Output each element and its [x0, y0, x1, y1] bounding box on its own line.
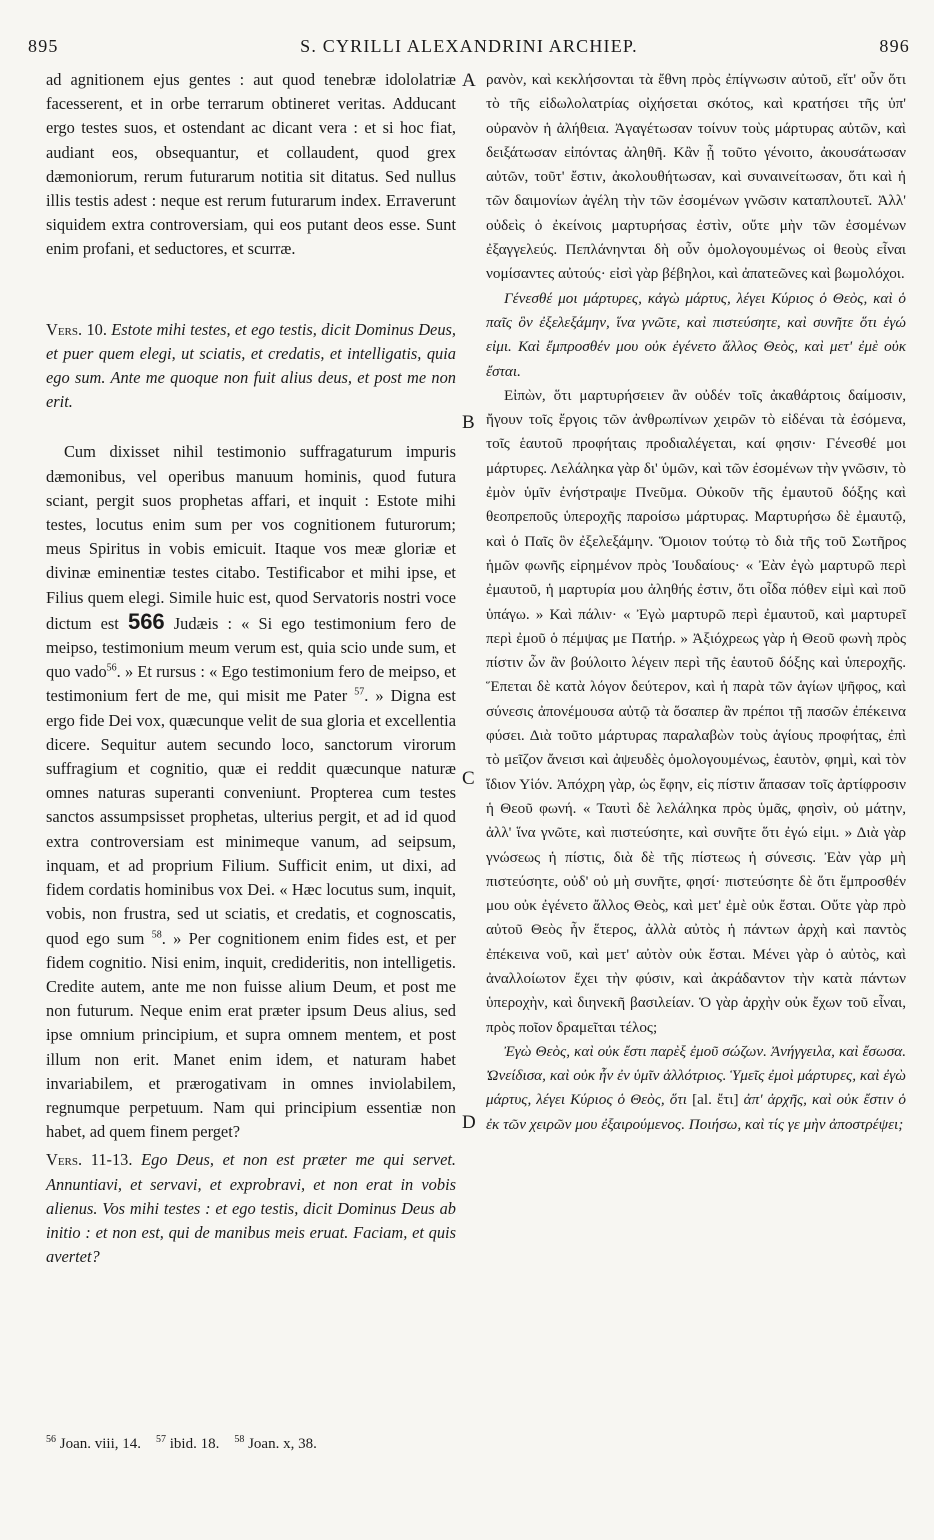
verse-text: Estote mihi testes, et ego testis, dicit Dominus Deus, et puer quem elegi, ut sciatis, et credatis, et intelligatis, quia ego sum. Ante me quoque non fuit alius deus, et post me non erit.: [46, 319, 456, 412]
verse-text: Ego Deus, et non est præter me qui servet. Annuntiavi, et servavi, et exprobravi, et non erat in vobis alienus. Vos mihi testes : et ego testis, dicit Dominus Deus ab initio : et non est, qui de manibus meis eruat. Faciam, et quis avertet?: [46, 1150, 457, 1267]
running-title: S. CYRILLI ALEXANDRINI ARCHIEP.: [300, 36, 638, 56]
margin-marker-d: D: [462, 1112, 476, 1133]
greek-paragraph-1: ρανὸν, καὶ κεκλήσονται τὰ ἔθνη πρὸς ἐπίγνωσιν αὐτοῦ, εἴτ' οὖν ὅτι τὸ τῆς εἰδωλολατρίας οἰχήσεται σκότος, καὶ κρατήσει τῆς ὑπ' οὐρανὸν ἡ ἀλήθεια. Ἀγαγέτωσαν τοίνυν τοὺς μάρτυρας αὐτῶν, καὶ δειξάτωσαν εἰπόντας ἀληθῆ. Κἂν ᾖ τοῦτο γένοιτο, ἀκουσάτωσαν αὐτῶν, τοῦτ' ἔστιν, ἀκολουθήτωσαν, καὶ συναινείτωσαν, ὅτι καὶ ἡ τῶν δαιμονίων ἀγέλη τὴν τῶν ἐσομένων γνῶσιν καταπλουτεῖ. Ἀλλ' οὐδεὶς ὁ ἐκείνοις μαρτυρήσας ἐστὶν, οὔτε μὴν τῶν ἐσομένων ἐξαγγελεύς. Πεπλάνηνται δὴ οὖν ὁμολογουμένως οἱ θεοὺς εἶναι νομίσαντες αὐτούς· εἰσὶ γὰρ βέβηλοι, καὶ ἀπατεῶνες καὶ βωμολόχοι.: [486, 71, 906, 283]
page-number-right: 896: [879, 36, 910, 56]
greek-commentary: Εἰπὼν, ὅτι μαρτυρήσειεν ἂν οὐδέν τοῖς ἀκαθάρτοις δαίμοσιν, ἤγουν τοῖς ἔργοις τῶν ἀνθρωπίνων χειρῶν τὸ εἰδέναι τὰ ἐσόμενα, τοῖς ἑαυτοῦ προφήταις προδιαλέγεται, καί φησιν· Γένεσθέ μοι μάρτυρες. Λελάληκα γὰρ δι' ὑμῶν, καὶ τῶν ἐσομένων τὴν γνῶσιν, τὸ ἐμὸν ὑμῖν ἐνήστραψε Πνεῦμα. Οὐκοῦν τῆς ἐμαυτοῦ δόξης καὶ θεοπρεποῦς ὑπεροχῆς παροίσω μάρτυρας. Μαρτυρήσω δὲ ἐμαυτῷ, καὶ ὁ Παῖς ὃν ἐξελεξάμην. Ὅμοιον τούτῳ τὸ διὰ τῆς τοῦ Σωτῆρος ἡμῶν φωνῆς εἰρημένον πρὸς Ἰουδαίους· « Ἐὰν ἐγὼ μαρτυρῶ περὶ ἐμαυτοῦ, ἡ μαρτυρία μου ἀληθής ἐστιν, ὅτι οἶδα πόθεν εἰμὶ καὶ ποῦ ὑπάγω. » Καὶ πάλιν· « Ἐγὼ μαρτυρῶ περὶ ἐμαυτοῦ, καὶ μαρτυρεῖ περὶ ἐμοῦ ὁ πέμψας με Πατήρ. » Ἀξιόχρεως γὰρ ἡ Θεοῦ φωνὴ πρὸς πίστιν ὧν ἂν βούλοιτο λέγειν περὶ τῆς ἑαυτοῦ δόξης καὶ ὑπεροχῆς. Ἕπεται δὲ κατὰ λόγον δεύτερον, καὶ ἡ παρὰ τῶν ἁγίων ψῆφος, καὶ σύνεσις ἀπονέμουσα αὐτῷ τὰ ὅσαπερ ἂν πρέποι τῇ πασῶν ἐπέκεινα φύσει. Διὰ τοῦτο μάρτυρας παραλαβὼν τοὺς ἁγίους προφήτας, ἐπὶ τὸ μεῖζον ἄνεισι καὶ ἀψευδὲς ὁμολογουμένως, ἑαυτὸν, φημὶ, καὶ τὸν ἴδιον Υἱόν. Ἀπόχρη γὰρ, ὡς ἔφην, εἰς πίστιν ἅπασαν τοῖς ἀρτίφροσιν ἡ Θεοῦ φωνή. « Ταυτὶ δὲ λελάληκα πρὸς ὑμᾶς, φησὶν, οὐ μάτην, ἀλλ' ἵνα γνῶτε, καὶ πιστεύσητε, καὶ συνῆτε ὅτι ἐγώ εἰμι. » Διὰ γὰρ γνώσεως ἡ πίστις, διὰ δὲ τῆς πίστεως ἡ σύνεσις. Ἐὰν γὰρ μὴ πιστεύσητε, οὐδ' οὐ μὴ συνῆτε, φησί· πιστεύσητε δὲ ὅτι ἔμπροσθέν μου οὐκ ἐγένετο ἄλλος Θεὸς, καὶ μετ' ἐμὲ οὐκ ἔσται. Οὔτε γὰρ πρὸ αὐτοῦ Θεὸς ἦν ἕτερος, ἀλλὰ αὐτὸς ἡ πάντων ἀρχὴ καὶ παντὸς ἐπέκεινα νοῦ, καὶ μετ' αὐτὸν οὐκ ἔσται. Μένει γὰρ ὁ αὐτὸς, καὶ ἀναλλοίωτον ἔχει τὴν φύσιν, καὶ ἀκράδαντον τὴν κατὰ πάντων ὑπεροχὴν, καὶ διηνεκῆ βασιλείαν. Ὁ γὰρ ἀρχὴν οὐκ ἔχων τοῦ εἶναι, πρὸς ποῖον δραμεῖται τέλος;: [486, 386, 906, 1036]
greek-verse-10: Γένεσθέ μοι μάρτυρες, κἀγὼ μάρτυς, λέγει Κύριος ὁ Θεὸς, καὶ ὁ παῖς ὃν ἐξελεξάμην, ἵνα γνῶτε, καὶ πιστεύσητε, καὶ συνῆτε ὅτι ἐγώ εἰμι. Καὶ ἔμπροσθέν μου οὐκ ἐγένετο ἄλλος Θεὸς, καὶ μετ' ἐμὲ οὐκ ἔσται.: [486, 289, 906, 380]
verse-label: Vers. 11-13.: [46, 1150, 133, 1170]
running-header: [28, 36, 910, 66]
latin-column: [46, 68, 456, 1269]
page-number-left: 895: [28, 36, 59, 56]
margin-marker-a: A: [462, 70, 476, 91]
footnotes: $^{56}$ Joan. viii, 14. $^{57}$ ibid. 18. $^{58}$ Joan. x, 38.: [46, 1434, 317, 1452]
verse-label: Vers. 10.: [46, 319, 107, 339]
margin-marker-b: B: [462, 412, 475, 433]
greek-column: [486, 68, 906, 1137]
latin-verse-11-13: [46, 1148, 456, 1269]
footnote-ref: 58: [151, 929, 162, 941]
column-number: 566: [127, 608, 165, 634]
footnote-ref: 57: [354, 687, 365, 698]
latin-commentary: Cum dixisset nihil testimonio suffragaturum impuris dæmonibus, vel operibus manuum hominis, quod futura sciant, pergit suos prophetas affari, et inquit : Estote mihi testes, locutus enim sum per vos cognitionem futurorum; meus Spiritus in vobis emicuit. Itaque vos meæ gloriæ et divinæ eminentiæ testes citabo. Testificabor et mihi ipse, et Filius quem elegi. Simile huic est, quod Servatoris nostri voce dictum est 566 Judæis : « Si ego testimonium fero de meipso, testimonium meum verum est, quia scio unde sum, et quo vado$^{56}$. » Et rursus : « Ego testimonium fero de meipso, et testimonium fert de me, qui misit me Pater $^{57}$. » Digna est ergo fide Dei vox, quæcunque velit de sua gloria et excellentia dicere. Sequitur autem secundo loco, sanctorum virorum suffragium et cognitio, quæ ei reddit quæcunque naturæ omnes naturas superanti conveniunt. Propterea cum testes sanctos assumpsisset prophetas, ulterius pergit, et ad id quod extra controversiam est minimeque vanum, ad seipsum, inquam, et ad proprium Filium. Sufficit enim, ut dixi, ad fidem cordatis hominibus vox Dei. « Hæc locutus sum, inquit, vobis, non frustra, sed ut sciatis, et credatis, et cognoscatis, quod ego sum $^{58}$. » Per cognitionem enim fides est, et per fidem cognitio. Nisi enim, inquit, credideritis, non intelligetis. Credite autem, ante me non fuisse alium Deum, et post me non futurum. Neque enim erat præter ipsum Deus alius, sed ipse omnium principium, et supra omnem mentem, et post illum non erit. Manet enim idem, et naturam habet invariabilem, et prærogativam in omnes inviolabilem, regnumque perpetuum. Nam qui principium essentiæ non habet, ad quem finem perget?: [46, 442, 457, 1142]
latin-verse-10: [46, 318, 456, 415]
latin-paragraph-1: ad agnitionem ejus gentes : aut quod tenebræ idololatriæ facesserent, et in orbe terrarum obtineret veritas. Adducant ergo testes suos, et ostendant ac dicant vera : et si hoc fiat, audiant eos, obsequantur, et collaudent, quod grex dæmoniorum, rerum futurarum notitia sit ditatus. Sed nullus illis testis adest : neque est rerum futurarum index. Erraverunt siquidem extra controversiam, qui eos putant deos esse. Sunt enim profani, et seductores, et scurræ.: [46, 70, 456, 259]
margin-marker-c: C: [462, 768, 475, 789]
footnote-ref: 56: [106, 662, 117, 674]
variant-reading: [al. ἔτι]: [692, 1091, 739, 1109]
greek-verse-11-13: Ἐγὼ Θεὸς, καὶ οὐκ ἔστι παρὲξ ἐμοῦ σώζων. Ἀνήγγειλα, καὶ ἔσωσα. Ὠνείδισα, καὶ οὐκ ἦν ἐν ὑμῖν ἀλλότριος. Ὑμεῖς ἐμοὶ μάρτυρες, καὶ ἐγὼ μάρτυς, λέγει Κύριος ὁ Θεὸς, ὅτι [al. ἔτι] ἀπ' ἀρχῆς, καὶ οὐκ ἔστιν ὁ ἐκ τῶν χειρῶν μου ἐξαιρούμενος. Ποιήσω, καὶ τίς γε μὴν ἀποστρέψει;: [486, 1042, 906, 1133]
